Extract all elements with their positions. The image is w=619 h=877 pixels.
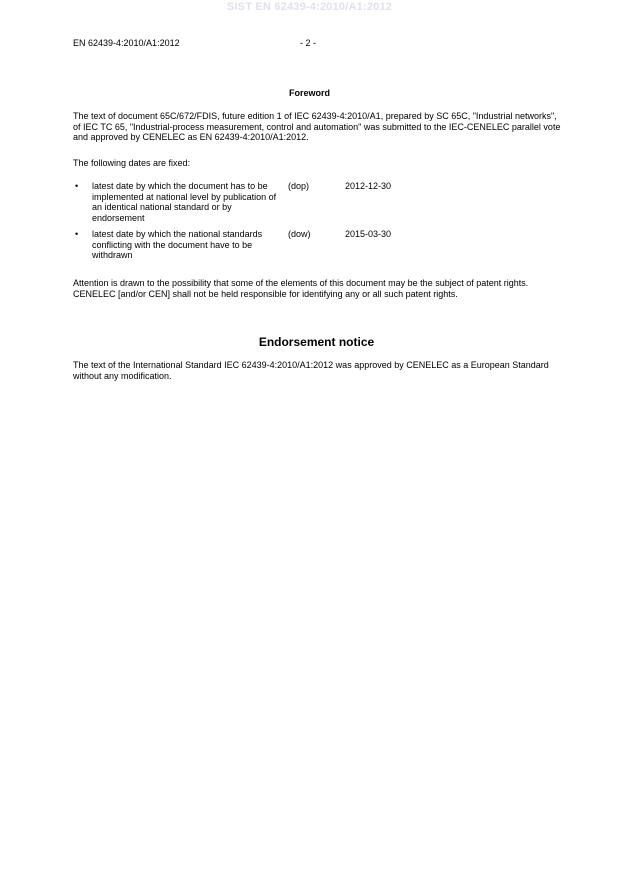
date-item-dow [73,229,563,269]
date-item-abbreviation: (dop) [288,181,310,191]
watermark: SIST EN 62439-4:2010/A1:2012 [226,1,393,13]
date-item-description: latest date by which the national standards conflicting with the document have to be withdrawn [92,229,263,260]
foreword-intro: The text of document 65C/672/FDIS, future edition 1 of IEC 62439-4:2010/A1, prepared by SC 65C, "Industrial networks", of IEC TC 65, "Industrial-process measurement, control and automation" was submitted to the IEC-CENELEC parallel vote and approved by CENELEC as EN 62439-4:2010/A1:2012. [73,111,561,142]
dates-list [73,181,563,269]
date-item-description: latest date by which the document has to be implemented at national level by publication of an identical national standard or by endorsement [92,181,277,223]
bullet-point: • [75,181,79,191]
endorsement-text: The text of the International Standard IEC 62439-4:2010/A1:2012 was approved by CENELEC as a European Standard without any modification. [73,360,549,381]
dates-intro: The following dates are fixed: [73,158,191,168]
date-item-abbreviation: (dow) [288,229,311,239]
header-doc-id: EN 62439-4:2010/A1:2012 [73,38,180,48]
header-page-number: - 2 - [300,38,317,48]
patent-notice: Attention is drawn to the possibility that some of the elements of this document may be the subject of patent rights. CENELEC [and/or CEN] shall not be held responsible for identifying any or all such patent rights. [73,278,529,299]
date-item-dop [73,181,563,229]
date-item-date: 2015-03-30 [345,229,392,239]
date-item-date: 2012-12-30 [345,181,392,191]
bullet-point: • [75,229,79,239]
foreword-title: Foreword [288,88,330,98]
endorsement-title: Endorsement notice [258,335,375,349]
